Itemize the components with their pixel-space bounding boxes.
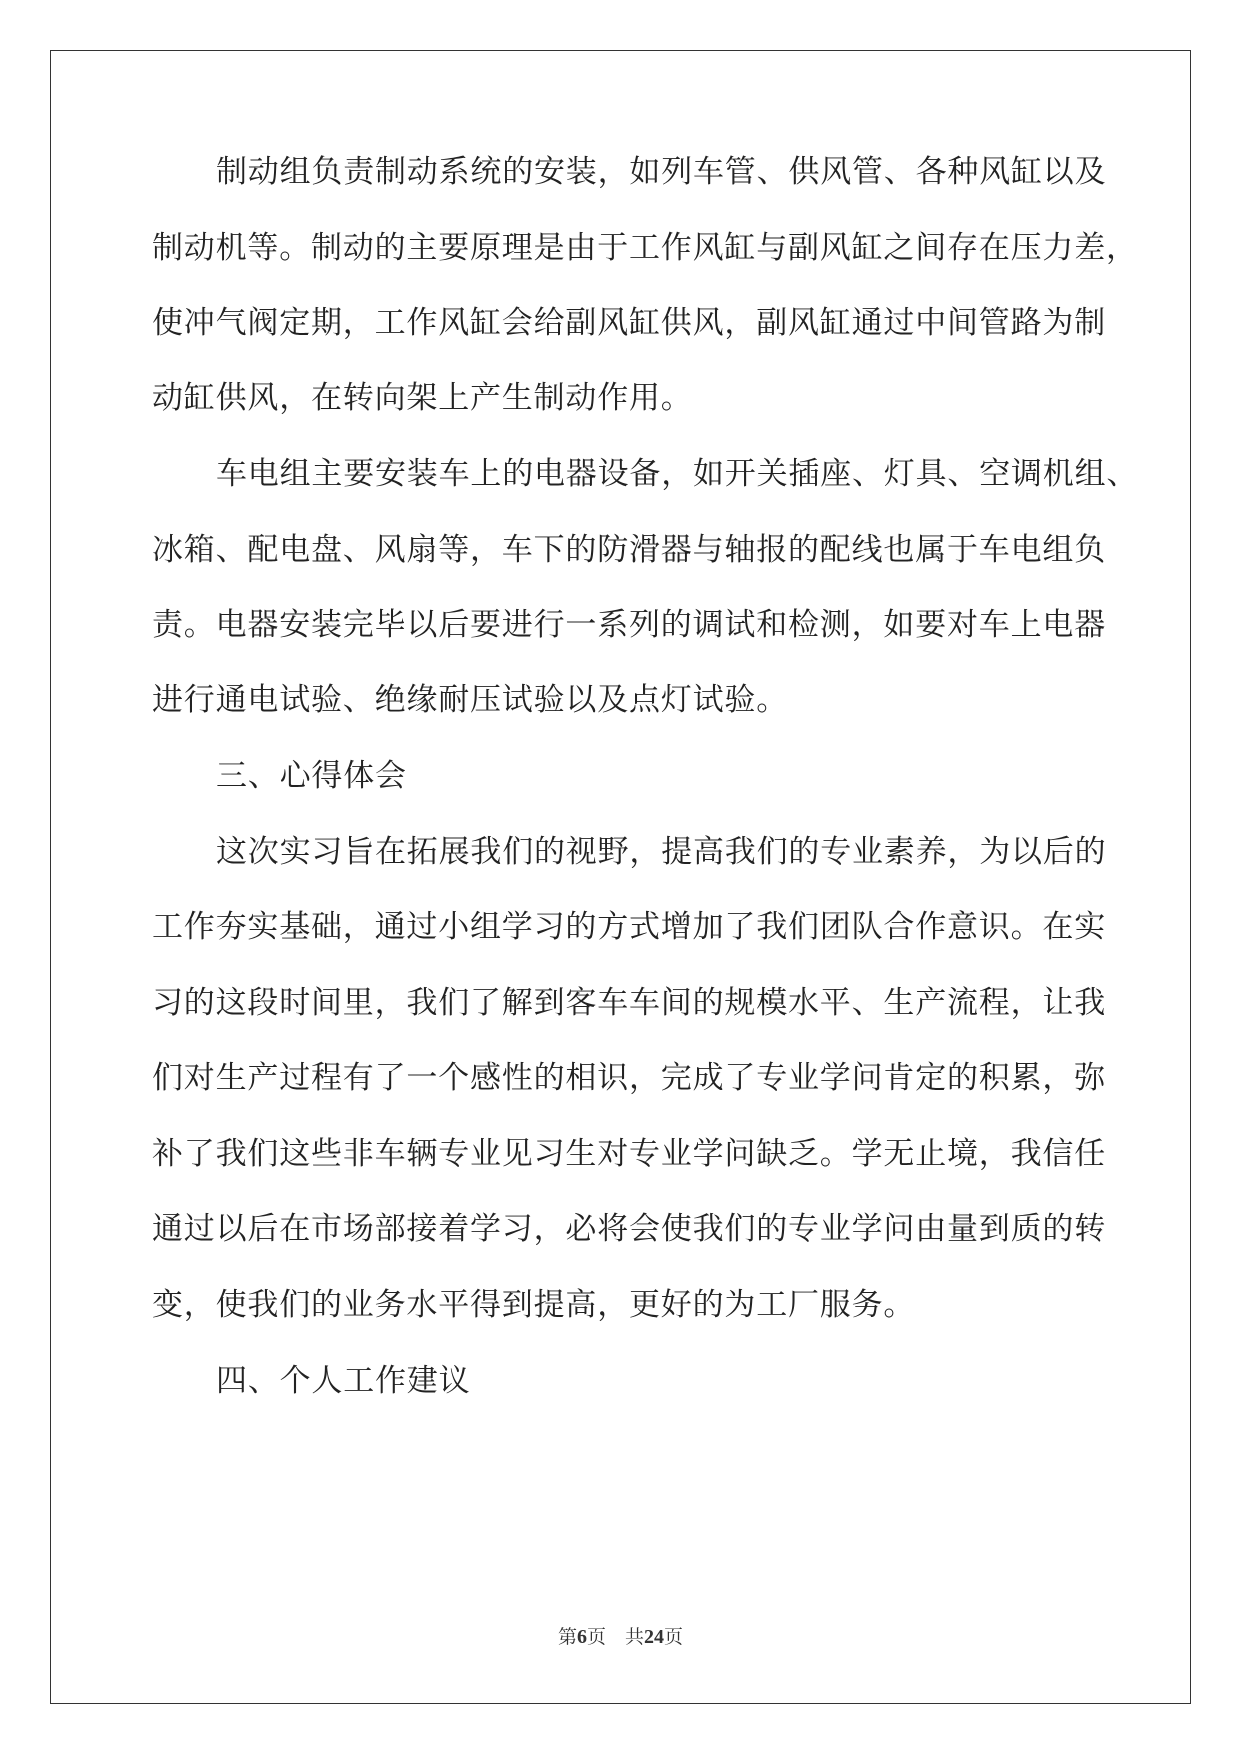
paragraph-line: 使冲气阀定期，工作风缸会给副风缸供风，副风缸通过中间管路为制 (152, 305, 1106, 341)
paragraph-line: 制动机等。制动的主要原理是由于工作风缸与副风缸之间存在压力差， (152, 230, 1138, 266)
paragraph-line: 责。电器安装完毕以后要进行一系列的调试和检测，如要对车上电器 (152, 607, 1106, 643)
paragraph-line: 车电组主要安装车上的电器设备，如开关插座、灯具、空调机组、 (216, 456, 1139, 492)
paragraph-line: 变，使我们的业务水平得到提高，更好的为工厂服务。 (152, 1287, 916, 1323)
paragraph-line: 补了我们这些非车辆专业见习生对专业学问缺乏。学无止境，我信任 (152, 1136, 1106, 1172)
paragraph-line: 进行通电试验、绝缘耐压试验以及点灯试验。 (152, 682, 788, 718)
footer-suffix: 页 (664, 1627, 684, 1648)
paragraph-line: 习的这段时间里，我们了解到客车车间的规模水平、生产流程，让我 (152, 985, 1106, 1021)
footer-middle: 页 共 (586, 1627, 644, 1648)
paragraph-line: 通过以后在市场部接着学习，必将会使我们的专业学问由量到质的转 (152, 1211, 1106, 1247)
page-footer (0, 1622, 1241, 1649)
paragraph-line: 这次实习旨在拓展我们的视野，提高我们的专业素养，为以后的 (216, 834, 1107, 870)
paragraph-line: 们对生产过程有了一个感性的相识，完成了专业学问肯定的积累，弥 (152, 1060, 1106, 1096)
paragraph-line: 工作夯实基础，通过小组学习的方式增加了我们团队合作意识。在实 (152, 909, 1106, 945)
current-page-number: 6 (576, 1626, 587, 1648)
page-border (50, 50, 1191, 1704)
section-heading: 四、个人工作建议 (216, 1363, 471, 1399)
section-heading: 三、心得体会 (216, 758, 407, 794)
footer-prefix: 第 (557, 1627, 577, 1648)
paragraph-line: 冰箱、配电盘、风扇等，车下的防滑器与轴报的配线也属于车电组负 (152, 532, 1106, 568)
total-page-number: 24 (644, 1626, 664, 1648)
paragraph-line: 制动组负责制动系统的安装，如列车管、供风管、各种风缸以及 (216, 154, 1107, 190)
paragraph-line: 动缸供风，在转向架上产生制动作用。 (152, 380, 693, 416)
